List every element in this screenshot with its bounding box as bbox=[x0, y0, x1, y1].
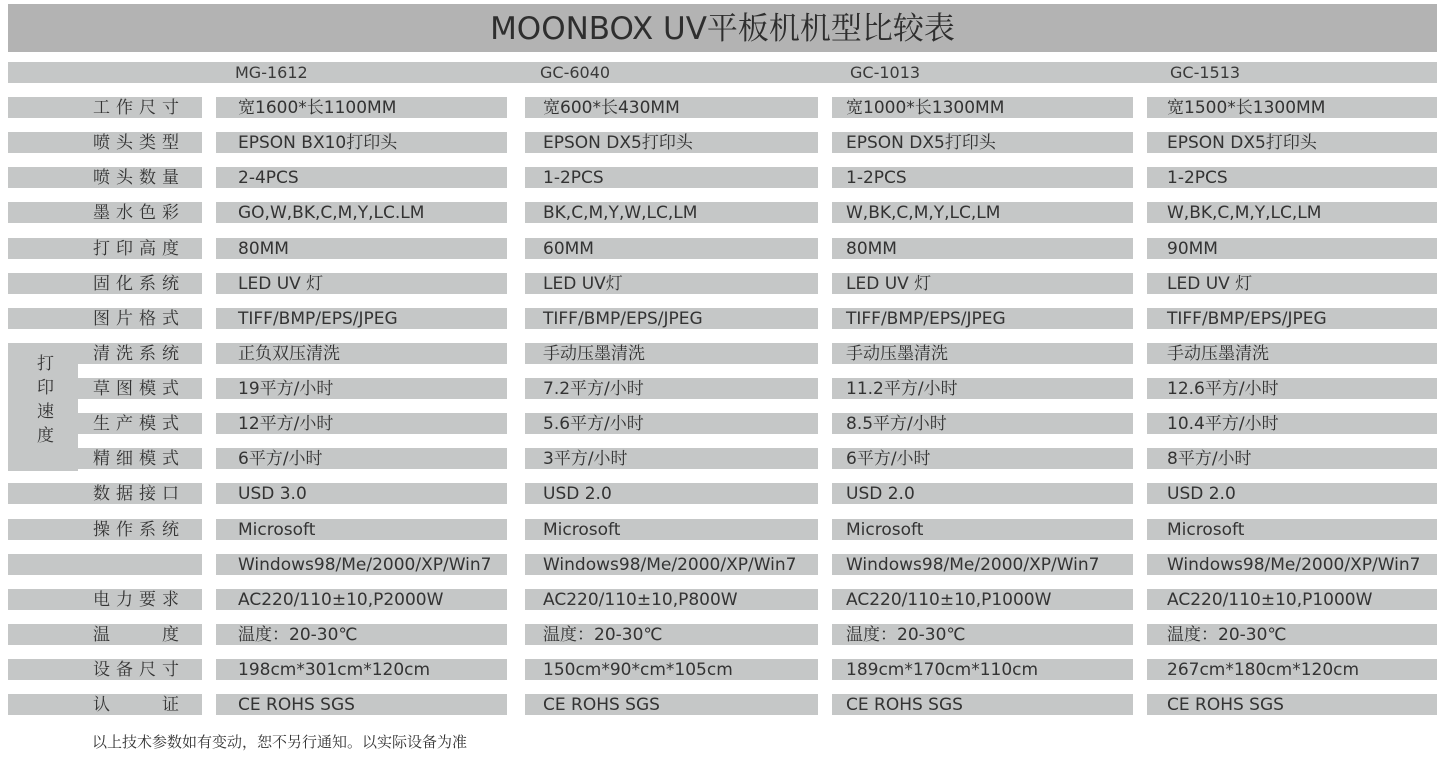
spec-row bbox=[0, 448, 1437, 469]
spec-value-gc-1013: 189cm*170cm*110cm bbox=[832, 659, 1133, 680]
spec-label: 喷头类型 bbox=[8, 132, 202, 153]
spec-value-gc-6040: EPSON DX5打印头 bbox=[525, 132, 818, 153]
spec-row bbox=[0, 659, 1437, 680]
spec-label: 精细模式 bbox=[78, 448, 202, 469]
spec-value-mg-1612: 温度：20-30℃ bbox=[216, 624, 507, 645]
spec-value-gc-1013: 手动压墨清洗 bbox=[832, 343, 1133, 364]
spec-value-mg-1612: CE ROHS SGS bbox=[216, 694, 507, 715]
spec-row bbox=[0, 238, 1437, 259]
spec-value-mg-1612: EPSON BX10打印头 bbox=[216, 132, 507, 153]
spec-label: 温 度 bbox=[8, 624, 202, 645]
spec-value-gc-1513: 手动压墨清洗 bbox=[1147, 343, 1437, 364]
spec-value-gc-1013: Windows98/Me/2000/XP/Win7 bbox=[832, 554, 1133, 575]
spec-value-mg-1612: TIFF/BMP/EPS/JPEG bbox=[216, 308, 507, 329]
spec-value-gc-6040: LED UV灯 bbox=[525, 273, 818, 294]
spec-value-gc-1013: 8.5平方/小时 bbox=[832, 413, 1133, 434]
spec-value-gc-1513: Microsoft bbox=[1147, 519, 1437, 540]
spec-value-gc-1513: 8平方/小时 bbox=[1147, 448, 1437, 469]
spec-value-gc-1513: 90MM bbox=[1147, 238, 1437, 259]
spec-label: 草图模式 bbox=[78, 378, 202, 399]
spec-value-mg-1612: 80MM bbox=[216, 238, 507, 259]
spec-row bbox=[0, 483, 1437, 504]
spec-row bbox=[0, 308, 1437, 329]
speed-group-label: 打印速度 bbox=[37, 354, 54, 446]
spec-label: 生产模式 bbox=[78, 413, 202, 434]
spec-value-mg-1612: 正负双压清洗 bbox=[216, 343, 507, 364]
spec-value-gc-1513: 267cm*180cm*120cm bbox=[1147, 659, 1437, 680]
spec-label: 数据接口 bbox=[8, 483, 202, 504]
spec-value-gc-1013: CE ROHS SGS bbox=[832, 694, 1133, 715]
spec-label bbox=[8, 554, 202, 575]
spec-label: 喷头数量 bbox=[8, 167, 202, 188]
spec-value-gc-6040: 7.2平方/小时 bbox=[525, 378, 818, 399]
spec-value-gc-1013: AC220/110±10,P1000W bbox=[832, 589, 1133, 610]
spec-label: 认 证 bbox=[8, 694, 202, 715]
spec-value-mg-1612: 宽1600*长1100MM bbox=[216, 97, 507, 118]
spec-value-gc-1513: 宽1500*长1300MM bbox=[1147, 97, 1437, 118]
spec-label: 打印高度 bbox=[8, 238, 202, 259]
spec-value-gc-6040: Microsoft bbox=[525, 519, 818, 540]
spec-value-gc-1513: AC220/110±10,P1000W bbox=[1147, 589, 1437, 610]
spec-value-mg-1612: 19平方/小时 bbox=[216, 378, 507, 399]
spec-row bbox=[0, 378, 1437, 399]
spec-value-gc-1013: USD 2.0 bbox=[832, 483, 1133, 504]
spec-value-gc-1513: LED UV 灯 bbox=[1147, 273, 1437, 294]
spec-value-gc-1513: 12.6平方/小时 bbox=[1147, 378, 1437, 399]
spec-value-gc-6040: AC220/110±10,P800W bbox=[525, 589, 818, 610]
spec-row bbox=[0, 519, 1437, 540]
footer-note: 以上技术参数如有变动，恕不另行通知。以实际设备为准 bbox=[92, 733, 468, 751]
spec-value-gc-1513: EPSON DX5打印头 bbox=[1147, 132, 1437, 153]
spec-value-gc-1013: 6平方/小时 bbox=[832, 448, 1133, 469]
spec-value-gc-6040: 宽600*长430MM bbox=[525, 97, 818, 118]
spec-row bbox=[0, 554, 1437, 575]
spec-row bbox=[0, 694, 1437, 715]
spec-value-gc-6040: 60MM bbox=[525, 238, 818, 259]
spec-row bbox=[0, 343, 1437, 364]
spec-value-gc-1013: 80MM bbox=[832, 238, 1133, 259]
spec-label: 清洗系统 bbox=[78, 343, 202, 364]
spec-value-mg-1612: GO,W,BK,C,M,Y,LC.LM bbox=[216, 202, 507, 223]
spec-value-gc-1513: 10.4平方/小时 bbox=[1147, 413, 1437, 434]
spec-value-gc-1013: Microsoft bbox=[832, 519, 1133, 540]
spec-value-gc-6040: CE ROHS SGS bbox=[525, 694, 818, 715]
spec-value-gc-6040: 手动压墨清洗 bbox=[525, 343, 818, 364]
spec-value-gc-6040: 3平方/小时 bbox=[525, 448, 818, 469]
spec-row bbox=[0, 97, 1437, 118]
spec-label: 图片格式 bbox=[8, 308, 202, 329]
model-name-3: GC-1013 bbox=[850, 63, 921, 82]
spec-label: 固化系统 bbox=[8, 273, 202, 294]
spec-value-gc-1013: W,BK,C,M,Y,LC,LM bbox=[832, 202, 1133, 223]
spec-value-gc-1013: 11.2平方/小时 bbox=[832, 378, 1133, 399]
spec-value-gc-1013: TIFF/BMP/EPS/JPEG bbox=[832, 308, 1133, 329]
spec-value-gc-1013: 宽1000*长1300MM bbox=[832, 97, 1133, 118]
spec-value-gc-1513: CE ROHS SGS bbox=[1147, 694, 1437, 715]
spec-row bbox=[0, 413, 1437, 434]
spec-value-gc-1513: USD 2.0 bbox=[1147, 483, 1437, 504]
spec-value-gc-1013: LED UV 灯 bbox=[832, 273, 1133, 294]
spec-row bbox=[0, 273, 1437, 294]
spec-value-gc-6040: TIFF/BMP/EPS/JPEG bbox=[525, 308, 818, 329]
spec-label: 墨水色彩 bbox=[8, 202, 202, 223]
spec-value-gc-6040: 150cm*90*cm*105cm bbox=[525, 659, 818, 680]
model-name-4: GC-1513 bbox=[1170, 63, 1241, 82]
spec-label: 操作系统 bbox=[8, 519, 202, 540]
spec-value-mg-1612: 2-4PCS bbox=[216, 167, 507, 188]
spec-value-gc-1513: W,BK,C,M,Y,LC,LM bbox=[1147, 202, 1437, 223]
spec-value-mg-1612: LED UV 灯 bbox=[216, 273, 507, 294]
model-name-1: MG-1612 bbox=[235, 63, 308, 82]
spec-value-gc-1013: EPSON DX5打印头 bbox=[832, 132, 1133, 153]
spec-value-mg-1612: USD 3.0 bbox=[216, 483, 507, 504]
spec-value-gc-6040: 温度：20-30℃ bbox=[525, 624, 818, 645]
spec-value-gc-6040: 1-2PCS bbox=[525, 167, 818, 188]
spec-value-gc-1513: Windows98/Me/2000/XP/Win7 bbox=[1147, 554, 1437, 575]
spec-value-gc-1513: TIFF/BMP/EPS/JPEG bbox=[1147, 308, 1437, 329]
spec-value-gc-6040: Windows98/Me/2000/XP/Win7 bbox=[525, 554, 818, 575]
spec-value-gc-6040: 5.6平方/小时 bbox=[525, 413, 818, 434]
spec-row bbox=[0, 589, 1437, 610]
spec-row bbox=[0, 132, 1437, 153]
spec-value-mg-1612: 6平方/小时 bbox=[216, 448, 507, 469]
spec-value-mg-1612: 12平方/小时 bbox=[216, 413, 507, 434]
page-title: MOONBOX UV平板机机型比较表 bbox=[8, 4, 1437, 52]
spec-row bbox=[0, 202, 1437, 223]
spec-label: 设备尺寸 bbox=[8, 659, 202, 680]
spec-value-mg-1612: Windows98/Me/2000/XP/Win7 bbox=[216, 554, 507, 575]
spec-value-mg-1612: 198cm*301cm*120cm bbox=[216, 659, 507, 680]
spec-value-gc-1013: 温度：20-30℃ bbox=[832, 624, 1133, 645]
spec-value-mg-1612: Microsoft bbox=[216, 519, 507, 540]
spec-value-gc-6040: USD 2.0 bbox=[525, 483, 818, 504]
spec-value-mg-1612: AC220/110±10,P2000W bbox=[216, 589, 507, 610]
spec-label: 电力要求 bbox=[8, 589, 202, 610]
spec-row bbox=[0, 167, 1437, 188]
spec-value-gc-6040: BK,C,M,Y,W,LC,LM bbox=[525, 202, 818, 223]
spec-row bbox=[0, 624, 1437, 645]
spec-value-gc-1013: 1-2PCS bbox=[832, 167, 1133, 188]
spec-value-gc-1513: 1-2PCS bbox=[1147, 167, 1437, 188]
spec-value-gc-1513: 温度：20-30℃ bbox=[1147, 624, 1437, 645]
model-name-2: GC-6040 bbox=[540, 63, 611, 82]
spec-label: 工作尺寸 bbox=[8, 97, 202, 118]
